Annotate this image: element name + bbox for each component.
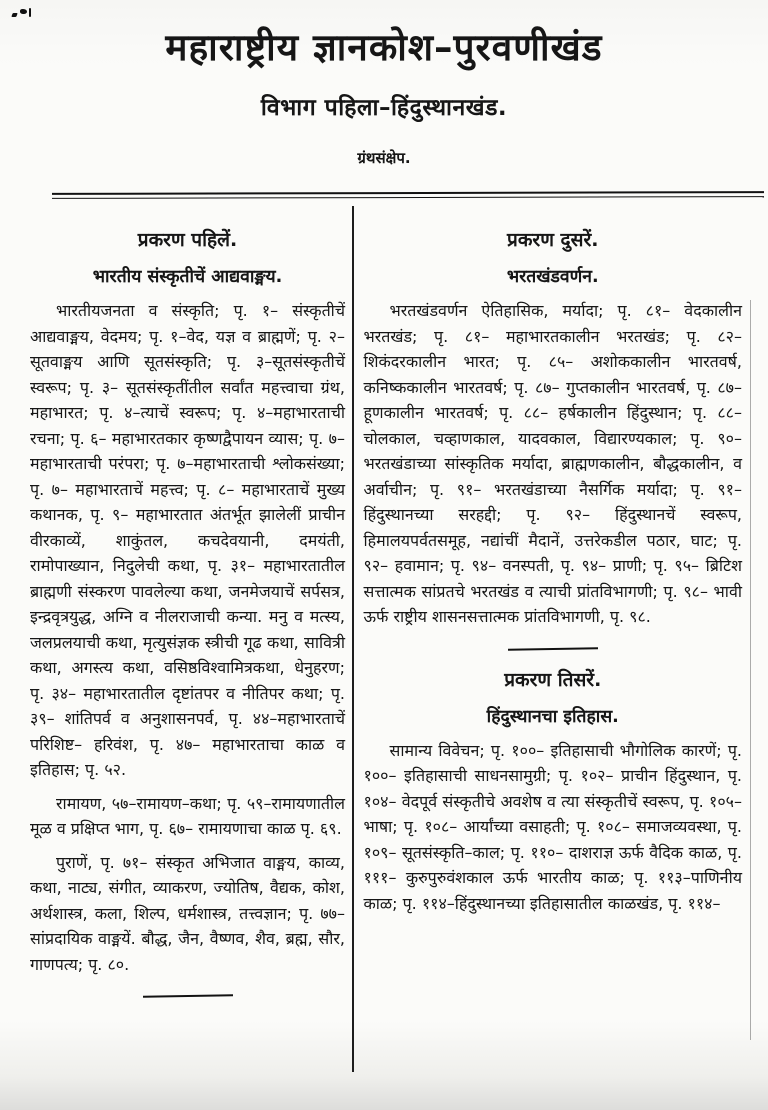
ramayana-paragraph: रामायण, ५७–रामायण–कथा; पृ. ५९–रामायणातील मूळ व प्रक्षिप्त भाग, पृ. ६७– रामायणाचा काळ पृ. ६९. <box>30 793 345 839</box>
chapter-1-paragraph: भारतीयजनता व संस्कृति; पृ. १– संस्कृतीचें आद्यवाङ्मय, वेदमय; पृ. १–वेद, यज्ञ व ब्राह्मणें; पृ. २– सूतवाङ्मय आणि सूतसंस्कृति; पृ. ३–सूतसंस्कृतीचें स्वरूप; पृ. ३– सूतसंस्कृतींतील सर्वांत महत्त्वाचा ग्रंथ, महाभारत; पृ. ४–त्याचें स्वरूप; पृ. ४–महाभारताची रचना; पृ. ६– महाभारतकार कृष्णद्वैपायन व्यास; पृ. ७– महाभारताची परंपरा; पृ. ७–महाभारताची श्लोकसंख्या; पृ. ७– महाभारताचें महत्त्व; पृ. ८– महाभारताचें मुख्य कथानक, पृ. ९– महाभारतात अंतर्भूत झालेलीं प्राचीन वीरकाव्यें, शाकुंतल, कचदेवयानी, दमयंती, रामोपाख्यान, निदुलेची कथा, पृ. ३१– महाभारतातील ब्राह्मणी संस्करण पावलेल्या कथा, जनमेजयाचें सर्पसत्र, इन्द्रवृत्रयुद्ध, अग्नि व नीलराजाची कन्या. मनु व मत्स्य, जलप्रलयाची कथा, मृत्युसंज्ञक स्त्रीची गूढ कथा, सावित्री कथा, अगस्त्य कथा, वसिष्ठविश्वामित्रकथा, धेनुहरण; पृ. ३४– महाभारतातील दृष्टांतपर व नीतिपर कथा; पृ. ३९– शांतिपर्व व अनुशासनपर्व, पृ. ४४–महाभारताचें परिशिष्ट– हरिवंश, पृ. ४७– महाभारताचा काळ व इतिहास; पृ. ५२. <box>30 301 345 780</box>
chapter-2-paragraph: भरतखंडवर्णन ऐतिहासिक, मर्यादा; पृ. ८१– वेदकालीन भरतखंड; पृ. ८१– महाभारतकालीन भरतखंड; पृ. ८२– शिकंदरकालीन भारत; पृ. ८५– अशोककालीन भारतवर्ष, कनिष्ककालीन भारतवर्ष; पृ. ८७– गुप्तकालीन भारतवर्ष, पृ. ८७– हूणकालीन भारतवर्ष; पृ. ८८– हर्षकालीन हिंदुस्थान; पृ. ८८– चोलकाल, चव्हाणकाल, यादवकाल, विद्यारण्यकाल; पृ. ९०– भरतखंडाच्या सांस्कृतिक मर्यादा, ब्राह्मणकालीन, बौद्धकालीन, व अर्वाचीन; पृ. ९१– भरतखंडाच्या नैसर्गिक मर्यादा; पृ. ९१– हिंदुस्थानच्या सरहद्दी; पृ. ९२– हिंदुस्थानचें स्वरूप, हिमालयपर्वतसमूह, नद्यांचीं मैदानें, उत्तरेकडील पठार, घाट; पृ. ९२– हवामान; पृ. ९४– वनस्पती, पृ. ९४– प्राणी; पृ. ९५– ब्रिटिश सत्तात्मक सांप्रतचे भरतखंड व त्याची प्रांतविभागणी; पृ. ९८– भावी ऊर्फ राष्ट्रीय शासनसत्तात्मक प्रांतविभागणी, पृ. ९८. <box>363 301 742 627</box>
section-label: ग्रंथसंक्षेप. <box>357 149 411 168</box>
chapter-2-end-rule <box>508 647 598 651</box>
chapter-1-heading: प्रकरण पहिलें. <box>137 229 238 252</box>
ink-smudge-mark <box>12 8 34 18</box>
chapter-2-heading: प्रकरण दुसरें. <box>507 229 599 252</box>
volume-subtitle: विभाग पहिला–हिंदुस्थानखंड. <box>260 95 508 122</box>
right-column <box>354 200 768 1072</box>
chapter-3-heading: प्रकरण तिसरें. <box>504 668 602 691</box>
two-column-body <box>0 200 768 1072</box>
chapter-2-subheading: भरतखंडवर्णन. <box>506 267 599 288</box>
chapter-3-subheading: हिंदुस्थानचा इतिहास. <box>486 706 619 727</box>
page-header <box>0 0 768 168</box>
book-title: महाराष्ट्रीय ज्ञानकोश–पुरवणीखंड <box>165 26 603 69</box>
left-column <box>0 200 352 1072</box>
header-divider-double-rule <box>52 191 764 199</box>
chapter-3-paragraph: सामान्य विवेचन; पृ. १००– इतिहासाची भौगोलिक कारणें; पृ. १००– इतिहासाची साधनसामुग्री; पृ. १०२– प्राचीन हिंदुस्थान, पृ. १०४– वेदपूर्व संस्कृतीचे अवशेष व त्या संस्कृतीचें स्वरूप, पृ. १०५– भाषा; पृ. १०८– आर्यांच्या वसाहती; पृ. १०८– समाजव्यवस्था, पृ. १०९– सूतसंस्कृति–काल; पृ. ११०– दाशराज्ञ ऊर्फ वैदिक काळ, पृ. १११– कुरुपुरुवंशकाल ऊर्फ भारतीय काळ; पृ. ११३–पाणिनीय काळ; पृ. ११४–हिंदुस्थानच्या इतिहासातील काळखंड, पृ. ११४– <box>363 740 742 913</box>
chapter-1-subheading: भारतीय संस्कृतीचें आद्यवाङ्मय. <box>92 267 283 288</box>
purane-paragraph: पुराणें, पृ. ७१– संस्कृत अभिजात वाङ्मय, काव्य, कथा, नाट्य, संगीत, व्याकरण, ज्योतिष, वैद्यक, कोश, अर्थशास्त्र, कला, शिल्प, धर्मशास्त्र, तत्त्वज्ञान; पृ. ७७– सांप्रदायिक वाङ्मयें. बौद्ध, जैन, वैष्णव, शैव, ब्रह्म, सौर, गाणपत्य; पृ. ८०. <box>30 852 345 974</box>
chapter-end-rule <box>142 995 232 999</box>
page-edge-scan-line <box>750 300 752 1040</box>
